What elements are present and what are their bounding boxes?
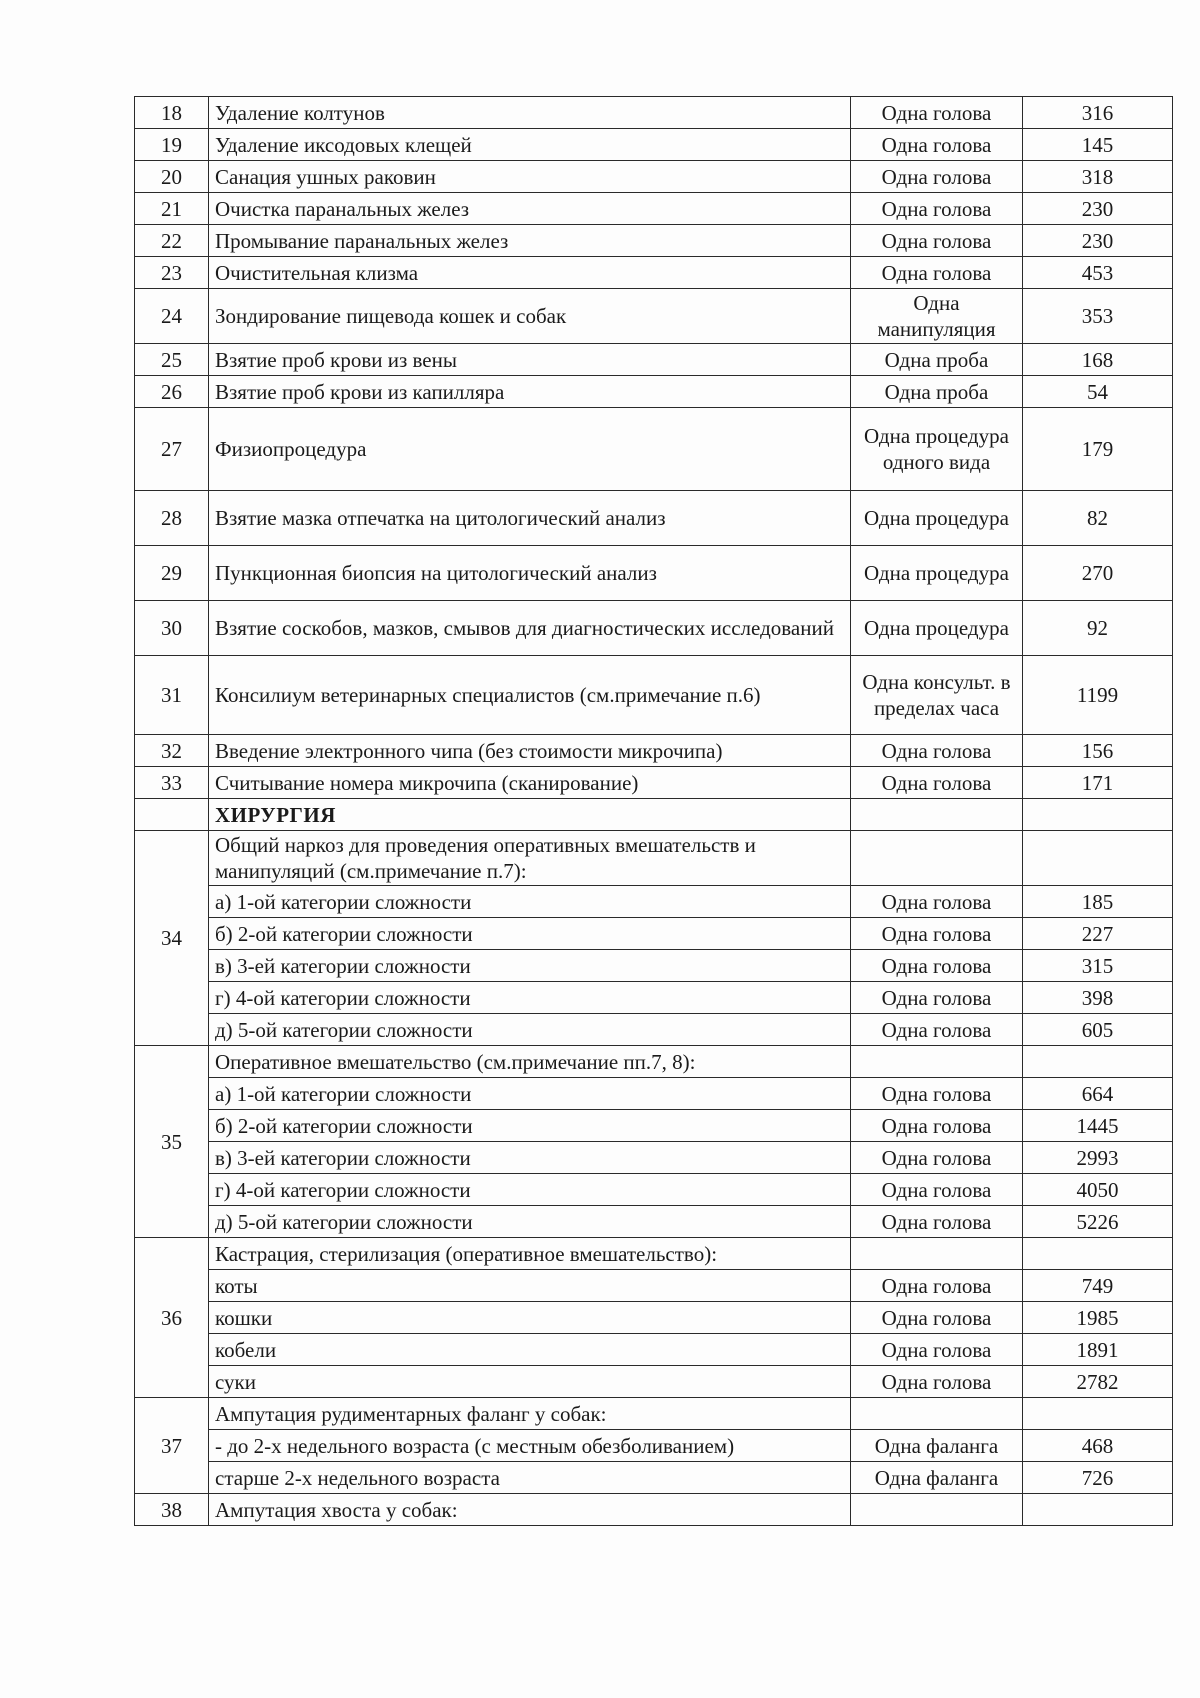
- table-row: [135, 950, 1173, 982]
- table-row: [135, 886, 1173, 918]
- service-name: д) 5-ой категории сложности: [209, 1206, 851, 1238]
- row-number: 32: [135, 735, 209, 767]
- table-row: [135, 161, 1173, 193]
- service-price-empty: [1023, 831, 1173, 886]
- row-number: 34: [135, 831, 209, 1046]
- service-price: 82: [1023, 491, 1173, 546]
- table-row: [135, 546, 1173, 601]
- service-name: кобели: [209, 1334, 851, 1366]
- table-row: [135, 601, 1173, 656]
- service-name: Физиопроцедура: [209, 408, 851, 491]
- table-row: [135, 1014, 1173, 1046]
- service-price: 453: [1023, 257, 1173, 289]
- service-unit: Одна голова: [851, 97, 1023, 129]
- service-unit: Одна голова: [851, 1174, 1023, 1206]
- service-unit: Одна голова: [851, 1334, 1023, 1366]
- service-price: 2782: [1023, 1366, 1173, 1398]
- service-name: б) 2-ой категории сложности: [209, 1110, 851, 1142]
- service-unit: Одна манипуляция: [851, 289, 1023, 344]
- service-name: старше 2-х недельного возраста: [209, 1462, 851, 1494]
- row-number: 33: [135, 767, 209, 799]
- section-title: ХИРУРГИЯ: [209, 799, 851, 831]
- service-name: Удаление иксодовых клещей: [209, 129, 851, 161]
- table-row: [135, 408, 1173, 491]
- row-number: 31: [135, 656, 209, 735]
- table-row: [135, 1206, 1173, 1238]
- table-row: [135, 376, 1173, 408]
- service-unit: Одна голова: [851, 1302, 1023, 1334]
- table-row: [135, 918, 1173, 950]
- service-unit: Одна голова: [851, 161, 1023, 193]
- service-unit: Одна фаланга: [851, 1462, 1023, 1494]
- service-unit-empty: [851, 831, 1023, 886]
- service-name: а) 1-ой категории сложности: [209, 1078, 851, 1110]
- service-unit: Одна процедура: [851, 546, 1023, 601]
- service-name: а) 1-ой категории сложности: [209, 886, 851, 918]
- service-price: 92: [1023, 601, 1173, 656]
- service-unit-empty: [851, 1398, 1023, 1430]
- table-row: [135, 1302, 1173, 1334]
- row-number: 29: [135, 546, 209, 601]
- table-row: [135, 257, 1173, 289]
- service-unit: Одна голова: [851, 1110, 1023, 1142]
- service-price-empty: [1023, 1398, 1173, 1430]
- service-name: г) 4-ой категории сложности: [209, 982, 851, 1014]
- service-unit: Одна голова: [851, 1270, 1023, 1302]
- service-name: Удаление колтунов: [209, 97, 851, 129]
- table-row: [135, 767, 1173, 799]
- service-price: 179: [1023, 408, 1173, 491]
- service-price: 1445: [1023, 1110, 1173, 1142]
- service-name: в) 3-ей категории сложности: [209, 1142, 851, 1174]
- service-name: суки: [209, 1366, 851, 1398]
- service-name: Очистка паранальных желез: [209, 193, 851, 225]
- service-name: в) 3-ей категории сложности: [209, 950, 851, 982]
- table-row: [135, 1366, 1173, 1398]
- table-row: [135, 1462, 1173, 1494]
- section-row: [135, 799, 1173, 831]
- group-head-row: [135, 1238, 1173, 1270]
- service-price-empty: [1023, 1494, 1173, 1526]
- group-head-row: [135, 1046, 1173, 1078]
- table-row: [135, 225, 1173, 257]
- service-name: коты: [209, 1270, 851, 1302]
- service-price: 54: [1023, 376, 1173, 408]
- service-price: 270: [1023, 546, 1173, 601]
- group-head-row: [135, 1494, 1173, 1526]
- service-unit: Одна голова: [851, 735, 1023, 767]
- service-price: 171: [1023, 767, 1173, 799]
- table-row: [135, 1110, 1173, 1142]
- service-unit: Одна голова: [851, 193, 1023, 225]
- row-number: 25: [135, 344, 209, 376]
- service-unit: Одна голова: [851, 950, 1023, 982]
- row-number: 26: [135, 376, 209, 408]
- service-price: 230: [1023, 225, 1173, 257]
- service-price: 316: [1023, 97, 1173, 129]
- group-heading: Ампутация хвоста у собак:: [209, 1494, 851, 1526]
- table-row: [135, 129, 1173, 161]
- service-unit: Одна голова: [851, 1206, 1023, 1238]
- service-unit: Одна процедура: [851, 491, 1023, 546]
- service-unit: Одна голова: [851, 1142, 1023, 1174]
- service-name: Считывание номера микрочипа (сканирование): [209, 767, 851, 799]
- row-number: 27: [135, 408, 209, 491]
- service-unit: Одна голова: [851, 129, 1023, 161]
- row-number: 37: [135, 1398, 209, 1494]
- table-row: [135, 289, 1173, 344]
- service-price-empty: [1023, 799, 1173, 831]
- service-price: 168: [1023, 344, 1173, 376]
- service-unit: Одна процедура одного вида: [851, 408, 1023, 491]
- service-unit: Одна голова: [851, 225, 1023, 257]
- service-price: 5226: [1023, 1206, 1173, 1238]
- service-name: Санация ушных раковин: [209, 161, 851, 193]
- table-row: [135, 344, 1173, 376]
- table-row: [135, 1078, 1173, 1110]
- table-row: [135, 1334, 1173, 1366]
- service-name: - до 2-х недельного возраста (с местным обезболиванием): [209, 1430, 851, 1462]
- service-unit-empty: [851, 1238, 1023, 1270]
- service-name: Взятие проб крови из вены: [209, 344, 851, 376]
- service-name: Промывание паранальных желез: [209, 225, 851, 257]
- service-price-empty: [1023, 1238, 1173, 1270]
- row-number: 35: [135, 1046, 209, 1238]
- service-price: 1199: [1023, 656, 1173, 735]
- row-number-empty: [135, 799, 209, 831]
- table-row: [135, 97, 1173, 129]
- service-unit: Одна голова: [851, 886, 1023, 918]
- group-heading: Ампутация рудиментарных фаланг у собак:: [209, 1398, 851, 1430]
- table-row: [135, 1430, 1173, 1462]
- row-number: 24: [135, 289, 209, 344]
- service-unit: Одна проба: [851, 376, 1023, 408]
- service-price: 1985: [1023, 1302, 1173, 1334]
- table-row: [135, 982, 1173, 1014]
- table-row: [135, 1270, 1173, 1302]
- row-number: 28: [135, 491, 209, 546]
- row-number: 20: [135, 161, 209, 193]
- price-table: [134, 96, 1173, 1526]
- service-unit: Одна проба: [851, 344, 1023, 376]
- service-price-empty: [1023, 1046, 1173, 1078]
- service-price: 353: [1023, 289, 1173, 344]
- row-number: 23: [135, 257, 209, 289]
- service-price: 318: [1023, 161, 1173, 193]
- service-price: 749: [1023, 1270, 1173, 1302]
- service-name: б) 2-ой категории сложности: [209, 918, 851, 950]
- table-row: [135, 1142, 1173, 1174]
- service-price: 2993: [1023, 1142, 1173, 1174]
- service-unit-empty: [851, 799, 1023, 831]
- service-unit: Одна консульт. в пределах часа: [851, 656, 1023, 735]
- service-price: 185: [1023, 886, 1173, 918]
- service-unit: Одна голова: [851, 1014, 1023, 1046]
- service-price: 1891: [1023, 1334, 1173, 1366]
- service-name: Пункционная биопсия на цитологический анализ: [209, 546, 851, 601]
- service-unit: Одна голова: [851, 1366, 1023, 1398]
- service-price: 726: [1023, 1462, 1173, 1494]
- table-row: [135, 491, 1173, 546]
- service-unit: Одна голова: [851, 982, 1023, 1014]
- service-price: 227: [1023, 918, 1173, 950]
- group-heading: Кастрация, стерилизация (оперативное вмешательство):: [209, 1238, 851, 1270]
- service-unit: Одна голова: [851, 257, 1023, 289]
- service-price: 398: [1023, 982, 1173, 1014]
- service-name: Зондирование пищевода кошек и собак: [209, 289, 851, 344]
- service-name: Взятие мазка отпечатка на цитологический анализ: [209, 491, 851, 546]
- service-name: Очистительная клизма: [209, 257, 851, 289]
- group-head-row: [135, 1398, 1173, 1430]
- row-number: 21: [135, 193, 209, 225]
- service-price: 468: [1023, 1430, 1173, 1462]
- service-price: 315: [1023, 950, 1173, 982]
- service-name: Введение электронного чипа (без стоимости микрочипа): [209, 735, 851, 767]
- table-row: [135, 735, 1173, 767]
- service-name: Взятие проб крови из капилляра: [209, 376, 851, 408]
- service-unit: Одна голова: [851, 1078, 1023, 1110]
- service-unit: Одна процедура: [851, 601, 1023, 656]
- table-row: [135, 193, 1173, 225]
- service-price: 145: [1023, 129, 1173, 161]
- service-name: д) 5-ой категории сложности: [209, 1014, 851, 1046]
- service-price: 4050: [1023, 1174, 1173, 1206]
- group-heading: Оперативное вмешательство (см.примечание пп.7, 8):: [209, 1046, 851, 1078]
- service-unit: Одна фаланга: [851, 1430, 1023, 1462]
- service-unit-empty: [851, 1494, 1023, 1526]
- service-price: 605: [1023, 1014, 1173, 1046]
- row-number: 19: [135, 129, 209, 161]
- service-unit-empty: [851, 1046, 1023, 1078]
- service-name: кошки: [209, 1302, 851, 1334]
- service-name: Консилиум ветеринарных специалистов (см.примечание п.6): [209, 656, 851, 735]
- table-row: [135, 656, 1173, 735]
- service-unit: Одна голова: [851, 918, 1023, 950]
- service-unit: Одна голова: [851, 767, 1023, 799]
- row-number: 18: [135, 97, 209, 129]
- group-head-row: [135, 831, 1173, 886]
- row-number: 30: [135, 601, 209, 656]
- service-price: 230: [1023, 193, 1173, 225]
- row-number: 38: [135, 1494, 209, 1526]
- group-heading: Общий наркоз для проведения оперативных вмешательств и манипуляций (см.примечание п.7):: [209, 831, 851, 886]
- table-row: [135, 1174, 1173, 1206]
- service-price: 664: [1023, 1078, 1173, 1110]
- service-price: 156: [1023, 735, 1173, 767]
- row-number: 22: [135, 225, 209, 257]
- service-name: Взятие соскобов, мазков, смывов для диагностических исследований: [209, 601, 851, 656]
- row-number: 36: [135, 1238, 209, 1398]
- service-name: г) 4-ой категории сложности: [209, 1174, 851, 1206]
